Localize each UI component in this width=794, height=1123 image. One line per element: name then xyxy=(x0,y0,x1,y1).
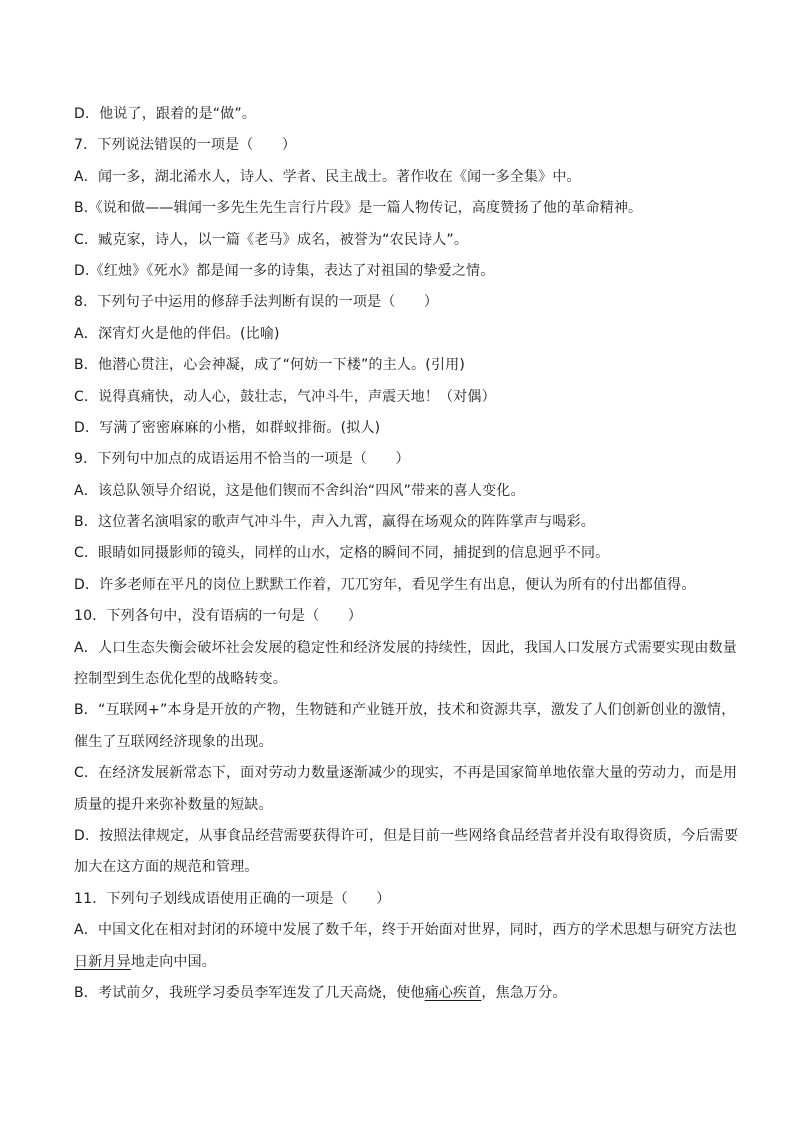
question-11-option-b xyxy=(74,978,724,1009)
question-8-option-d: D．写满了密密麻麻的小楷，如群蚁排衙。(拟人) xyxy=(74,419,381,436)
question-11-option-a: A．中国文化在相对封闭的环境中发展了数千年，终于开始面对世界，同时，西方的学术思想与研究方法也 xyxy=(74,922,737,939)
question-9-option-a: A．该总队领导介绍说，这是他们锲而不舍纠治“四风”带来的喜人变化。 xyxy=(74,482,525,499)
question-10-option-a: A．人口生态失衡会破坏社会发展的稳定性和经济发展的持续性，因此，我国人口发展方式需要实现由数量 xyxy=(74,639,737,656)
text-segment: 地走向中国。 xyxy=(130,953,217,970)
text-segment: ，焦急万分。 xyxy=(481,984,567,1001)
question-10-option-a-cont: 控制型到生态优化型的战略转变。 xyxy=(74,671,287,688)
question-7-option-c: C．臧克家，诗人，以一篇《老马》成名，被誉为“农民诗人”。 xyxy=(74,231,469,248)
question-10-stem: 10．下列各句中，没有语病的一句是（ ） xyxy=(74,608,363,625)
question-8-option-c: C．说得真痛快，动人心，鼓壮志，气冲斗牛，声震天地！（对偶） xyxy=(74,388,496,405)
underlined-idiom: 痛心疾首 xyxy=(424,984,482,1001)
question-9-option-d: D．许多老师在平凡的岗位上默默工作着，兀兀穷年，看见学生有出息，便认为所有的付出都值得。 xyxy=(74,576,696,593)
question-7-option-a: A．闻一多，湖北浠水人，诗人、学者、民主战士。著作收在《闻一多全集》中。 xyxy=(74,168,581,185)
question-9-option-c: C．眼睛如同摄影师的镜头，同样的山水，定格的瞬间不同，捕捉到的信息迥乎不同。 xyxy=(74,545,610,562)
document-body xyxy=(74,99,739,1009)
question-9-stem: 9．下列句中加点的成语运用不恰当的一项是（ ） xyxy=(74,451,410,468)
question-10-option-b-cont: 催生了互联网经济现象的出现。 xyxy=(74,733,273,750)
question-8-stem: 8．下列句子中运用的修辞手法判断有误的一项是（ ） xyxy=(74,294,439,311)
question-10-option-d-cont: 加大在这方面的规范和管理。 xyxy=(74,859,259,876)
question-10-option-d: D．按照法律规定，从事食品经营需要获得许可，但是目前一些网络食品经营者并没有取得资质，今后需要 xyxy=(74,827,739,844)
question-7-option-b: B.《说和做——辑闻一多先生先生言行片段》是一篇人物传记，高度赞扬了他的革命精神。 xyxy=(74,200,643,217)
underlined-idiom: 日新月异 xyxy=(74,953,131,970)
question-11-option-a-cont xyxy=(74,947,724,978)
question-10-option-c: C．在经济发展新常态下，面对劳动力数量逐渐减少的现实，不再是国家简单地依靠大量的劳动力，而是用 xyxy=(74,765,738,782)
question-7-option-d: D.《红烛》《死水》都是闻一多的诗集，表达了对祖国的挚爱之情。 xyxy=(74,262,495,279)
question-11-stem: 11．下列句子划线成语使用正确的一项是（ ） xyxy=(74,890,391,907)
question-7-stem: 7．下列说法错误的一项是（ ） xyxy=(74,137,297,154)
question-10-option-b: B．“互联网+”本身是开放的产物，生物链和产业链开放，技术和资源共享，激发了人们创新创业的激情， xyxy=(74,702,736,719)
question-8-option-a: A．深宵灯火是他的伴侣。(比喻) xyxy=(74,325,280,342)
question-10-option-c-cont: 质量的提升来弥补数量的短缺。 xyxy=(74,796,273,813)
text-line: D．他说了，跟着的是“做”。 xyxy=(74,106,257,122)
text-segment: B．考试前夕，我班学习委员李军连发了几天高烧，使他 xyxy=(74,984,425,1001)
question-9-option-b: B．这位著名演唱家的歌声气冲斗牛，声入九霄，赢得在场观众的阵阵掌声与喝彩。 xyxy=(74,514,596,531)
question-8-option-b: B．他潜心贯注，心会神凝，成了“何妨一下楼”的主人。(引用) xyxy=(74,357,466,374)
